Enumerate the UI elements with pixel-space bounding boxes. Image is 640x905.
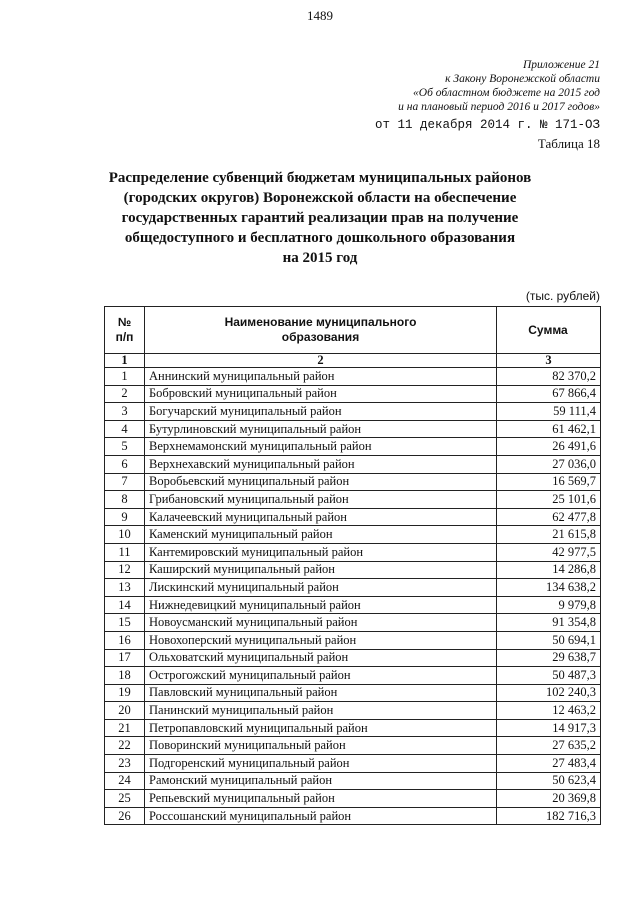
municipality-name: Верхнемамонский муниципальный район <box>145 438 497 456</box>
appendix-line: «Об областном бюджете на 2015 год <box>413 87 600 99</box>
municipality-name: Панинский муниципальный район <box>145 702 497 720</box>
municipality-name: Ольховатский муниципальный район <box>145 649 497 667</box>
header-num-line2: п/п <box>115 330 134 344</box>
table-row <box>105 684 601 702</box>
subsidy-amount: 182 716,3 <box>497 807 601 825</box>
table-row <box>105 614 601 632</box>
table-row <box>105 737 601 755</box>
header-num <box>105 307 145 354</box>
table-row <box>105 455 601 473</box>
row-number: 3 <box>105 403 145 421</box>
municipality-name: Богучарский муниципальный район <box>145 403 497 421</box>
table-row <box>105 755 601 773</box>
column-number-row <box>105 354 601 368</box>
subsidy-table <box>104 306 601 825</box>
municipality-name: Петропавловский муниципальный район <box>145 719 497 737</box>
row-number: 9 <box>105 508 145 526</box>
municipality-name: Кантемировский муниципальный район <box>145 543 497 561</box>
row-number: 22 <box>105 737 145 755</box>
municipality-name: Репьевский муниципальный район <box>145 790 497 808</box>
municipality-name: Бобровский муниципальный район <box>145 385 497 403</box>
table-row <box>105 790 601 808</box>
municipality-name: Лискинский муниципальный район <box>145 579 497 597</box>
subsidy-amount: 61 462,1 <box>497 420 601 438</box>
municipality-name: Каширский муниципальный район <box>145 561 497 579</box>
column-number: 3 <box>497 354 601 368</box>
table-row <box>105 403 601 421</box>
municipality-name: Острогожский муниципальный район <box>145 667 497 685</box>
subsidy-amount: 29 638,7 <box>497 649 601 667</box>
municipality-name: Верхнехавский муниципальный район <box>145 455 497 473</box>
table-row <box>105 473 601 491</box>
municipality-name: Каменский муниципальный район <box>145 526 497 544</box>
subsidy-amount: 27 483,4 <box>497 755 601 773</box>
subsidy-amount: 21 615,8 <box>497 526 601 544</box>
table-row <box>105 526 601 544</box>
row-number: 8 <box>105 491 145 509</box>
subsidy-amount: 16 569,7 <box>497 473 601 491</box>
row-number: 18 <box>105 667 145 685</box>
municipality-name: Подгоренский муниципальный район <box>145 755 497 773</box>
row-number: 15 <box>105 614 145 632</box>
appendix-line: к Закону Воронежской области <box>445 73 600 85</box>
column-number: 1 <box>105 354 145 368</box>
municipality-name: Калачеевский муниципальный район <box>145 508 497 526</box>
subsidy-amount: 67 866,4 <box>497 385 601 403</box>
subsidy-amount: 14 917,3 <box>497 719 601 737</box>
table-row <box>105 667 601 685</box>
row-number: 26 <box>105 807 145 825</box>
subsidy-amount: 91 354,8 <box>497 614 601 632</box>
row-number: 19 <box>105 684 145 702</box>
appendix-line: Приложение 21 <box>522 59 600 71</box>
row-number: 2 <box>105 385 145 403</box>
table-row <box>105 719 601 737</box>
appendix-block <box>220 58 600 114</box>
subsidy-amount: 50 623,4 <box>497 772 601 790</box>
subsidy-amount: 102 240,3 <box>497 684 601 702</box>
municipality-name: Бутурлиновский муниципальный район <box>145 420 497 438</box>
table-row <box>105 420 601 438</box>
header-sum: Сумма <box>497 307 601 354</box>
table-row <box>105 491 601 509</box>
law-reference: от 11 декабря 2014 г. № 171-ОЗ <box>374 118 600 132</box>
municipality-name: Воробьевский муниципальный район <box>145 473 497 491</box>
subsidy-amount: 82 370,2 <box>497 368 601 386</box>
subsidy-amount: 42 977,5 <box>497 543 601 561</box>
table-row <box>105 649 601 667</box>
row-number: 21 <box>105 719 145 737</box>
header-name <box>145 307 497 354</box>
subsidy-amount: 134 638,2 <box>497 579 601 597</box>
subsidy-amount: 62 477,8 <box>497 508 601 526</box>
row-number: 7 <box>105 473 145 491</box>
row-number: 20 <box>105 702 145 720</box>
municipality-name: Поворинский муниципальный район <box>145 737 497 755</box>
appendix-line: и на плановый период 2016 и 2017 годов» <box>398 101 600 113</box>
table-row <box>105 385 601 403</box>
table-row <box>105 579 601 597</box>
units-label: (тыс. рублей) <box>525 289 600 303</box>
municipality-name: Россошанский муниципальный район <box>145 807 497 825</box>
row-number: 11 <box>105 543 145 561</box>
title-line: государственных гарантий реализации прав на получение <box>121 210 519 226</box>
header-name-line2: образования <box>281 330 360 344</box>
table-row <box>105 807 601 825</box>
title-line: на 2015 год <box>282 250 358 266</box>
title-line: общедоступного и бесплатного дошкольного образования <box>124 230 516 246</box>
table-label: Таблица 18 <box>537 136 600 151</box>
document-title <box>100 168 540 268</box>
municipality-name: Рамонский муниципальный район <box>145 772 497 790</box>
subsidy-amount: 59 111,4 <box>497 403 601 421</box>
title-line: Распределение субвенций бюджетам муниципальных районов <box>108 170 532 186</box>
table-row <box>105 368 601 386</box>
municipality-name: Новоусманский муниципальный район <box>145 614 497 632</box>
table-header-row <box>105 307 601 354</box>
subsidy-amount: 9 979,8 <box>497 596 601 614</box>
municipality-name: Грибановский муниципальный район <box>145 491 497 509</box>
table-row <box>105 438 601 456</box>
row-number: 23 <box>105 755 145 773</box>
table-row <box>105 543 601 561</box>
subsidy-amount: 50 694,1 <box>497 631 601 649</box>
row-number: 24 <box>105 772 145 790</box>
subsidy-amount: 12 463,2 <box>497 702 601 720</box>
row-number: 1 <box>105 368 145 386</box>
row-number: 10 <box>105 526 145 544</box>
header-num-line1: № <box>117 315 132 329</box>
subsidy-amount: 20 369,8 <box>497 790 601 808</box>
table-row <box>105 508 601 526</box>
municipality-name: Новохоперский муниципальный район <box>145 631 497 649</box>
header-name-line1: Наименование муниципального <box>224 315 417 329</box>
row-number: 4 <box>105 420 145 438</box>
page-number: 1489 <box>307 8 333 23</box>
subsidy-amount: 25 101,6 <box>497 491 601 509</box>
row-number: 13 <box>105 579 145 597</box>
subsidy-amount: 27 635,2 <box>497 737 601 755</box>
row-number: 17 <box>105 649 145 667</box>
row-number: 5 <box>105 438 145 456</box>
title-line: (городских округов) Воронежской области на обеспечение <box>123 190 517 206</box>
subsidy-amount: 26 491,6 <box>497 438 601 456</box>
municipality-name: Павловский муниципальный район <box>145 684 497 702</box>
table-row <box>105 702 601 720</box>
column-number: 2 <box>145 354 497 368</box>
row-number: 6 <box>105 455 145 473</box>
row-number: 25 <box>105 790 145 808</box>
row-number: 14 <box>105 596 145 614</box>
subsidy-amount: 27 036,0 <box>497 455 601 473</box>
subsidy-amount: 50 487,3 <box>497 667 601 685</box>
table-row <box>105 596 601 614</box>
table-row <box>105 772 601 790</box>
row-number: 16 <box>105 631 145 649</box>
row-number: 12 <box>105 561 145 579</box>
municipality-name: Аннинский муниципальный район <box>145 368 497 386</box>
table-row <box>105 561 601 579</box>
table-row <box>105 631 601 649</box>
municipality-name: Нижнедевицкий муниципальный район <box>145 596 497 614</box>
subsidy-amount: 14 286,8 <box>497 561 601 579</box>
